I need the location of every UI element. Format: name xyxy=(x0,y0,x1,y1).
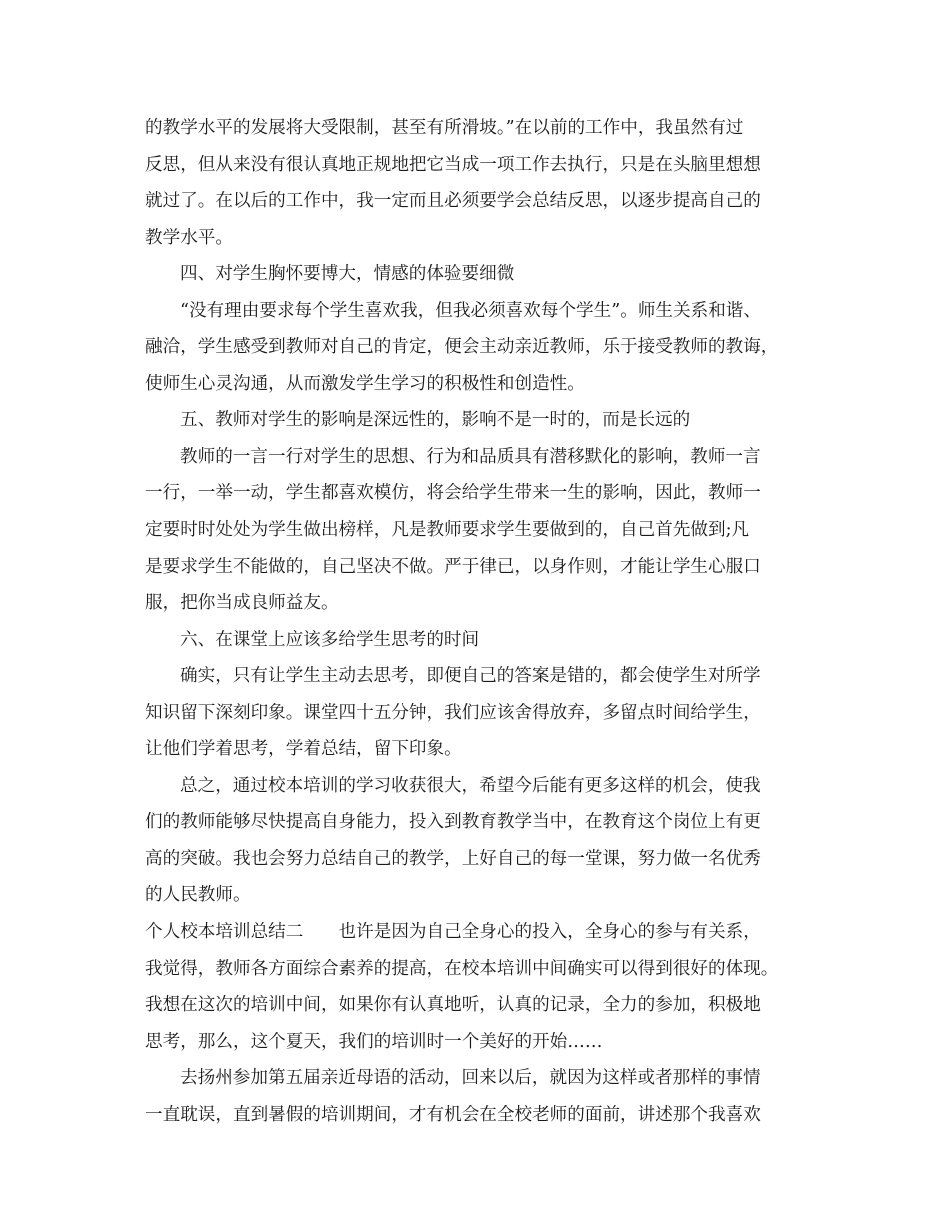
text-line: 思考，那么，这个夏天，我们的培训时一个美好的开始…… xyxy=(145,1031,603,1052)
text-line: 教师的一言一行对学生的思想、行为和品质具有潜移默化的影响，教师一言 xyxy=(180,446,761,467)
text-line: “没有理由要求每个学生喜欢我，但我必须喜欢每个学生”。师生关系和谐、 xyxy=(180,300,761,321)
text-line: 是要求学生不能做的，自己坚决不做。严于律已，以身作则，才能让学生心服口 xyxy=(145,556,761,577)
text-line: 六、在课堂上应该多给学生思考的时间 xyxy=(180,629,480,650)
text-line: 一行，一举一动，学生都喜欢模仿，将会给学生带来一生的影响，因此，教师一 xyxy=(145,483,761,504)
text-line: 五、教师对学生的影响是深远性的，影响不是一时的，而是长远的 xyxy=(180,410,691,431)
text-line: 四、对学生胸怀要博大，情感的体验要细微 xyxy=(180,264,515,285)
text-line: 就过了。在以后的工作中，我一定而且必须要学会总结反思，以逐步提高自己的 xyxy=(145,191,761,212)
text-line: 知识留下深刻印象。课堂四十五分钟，我们应该舍得放弃，多留点时间给学生， xyxy=(145,702,761,723)
text-line: 总之，通过校本培训的学习收获很大，希望今后能有更多这样的机会，使我 xyxy=(180,775,761,796)
text-line: 一直耽误，直到暑假的培训期间，才有机会在全校老师的面前，讲述那个我喜欢 xyxy=(145,1104,761,1125)
text-line: 融洽，学生感受到教师对自己的肯定，便会主动亲近教师，乐于接受教师的教诲， xyxy=(145,337,779,358)
text-line: 的教学水平的发展将大受限制，甚至有所滑坡。”在以前的工作中，我虽然有过 xyxy=(145,118,744,138)
text-line: 让他们学着思考，学着总结，留下印象。 xyxy=(145,739,462,760)
text-line: 使师生心灵沟通，从而激发学生学习的积极性和创造性。 xyxy=(145,373,585,394)
text-line: 教学水平。 xyxy=(145,227,233,248)
text-line: 服，把你当成良师益友。 xyxy=(145,593,339,614)
document-body xyxy=(145,110,810,1133)
text-line: 高的突破。我也会努力总结自己的教学，上好自己的每一堂课，努力做一名优秀 xyxy=(145,848,761,869)
text-line: 个人校本培训总结二 也许是因为自己全身心的投入，全身心的参与有关系， xyxy=(145,922,761,943)
text-line: 的人民教师。 xyxy=(145,885,251,906)
text-line: 们的教师能够尽快提高自身能力，投入到教育教学当中，在教育这个岗位上有更 xyxy=(145,812,761,833)
text-line: 反思，但从来没有很认真地正规地把它当成一项工作去执行，只是在头脑里想想 xyxy=(145,154,761,175)
text-line: 我觉得，教师各方面综合素养的提高，在校本培训中间确实可以得到很好的体现。 xyxy=(145,958,779,979)
text-line: 我想在这次的培训中间，如果你有认真地听，认真的记录，全力的参加，积极地 xyxy=(145,995,761,1016)
text-line: 确实，只有让学生主动去思考，即便自己的答案是错的，都会使学生对所学 xyxy=(180,666,761,687)
text-line: 定要时时处处为学生做出榜样，凡是教师要求学生要做到的，自己首先做到;凡 xyxy=(145,520,750,541)
text-line: 去扬州参加第五届亲近母语的活动，回来以后，就因为这样或者那样的事情 xyxy=(180,1068,761,1089)
